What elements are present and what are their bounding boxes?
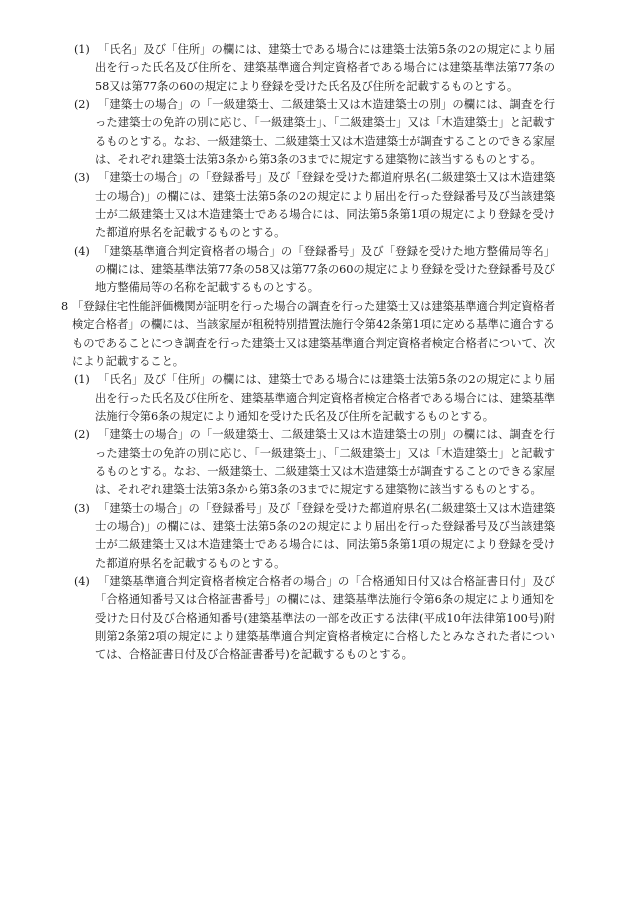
section7-item-2 (74, 96, 555, 169)
section7-item-4 (74, 243, 555, 298)
item-text: 「建築士の場合」の「登録番号」及び「登録を受けた都道府県名(二級建築士又は木造建築士の場合)」の欄には、建築士法第5条の2の規定により届出を行った登録番号及び当該建築士が二級建築士又は木造建築士である場合には、同法第5条第1項の規定により登録を受けた都道府県名を記載するものとする。 (95, 501, 555, 570)
item-text: 「建築士の場合」の「一級建築士、二級建築士又は木造建築士の別」の欄には、調査を行った建築士の免許の別に応じ、「一級建築士」、「二級建築士」又は「木造建築士」と記載するものとする。なお、一級建築士、二級建築士又は木造建築士が調査することのできる家屋は、それぞれ建築士法第3条から第3条の3までに規定する建築物に該当するものとする。 (95, 98, 555, 167)
item-number: (3) (74, 171, 90, 185)
item-number: (4) (74, 574, 90, 588)
item-number: (3) (74, 501, 90, 515)
item-text: 「建築士の場合」の「登録番号」及び「登録を受けた都道府県名(二級建築士又は木造建築士の場合)」の欄には、建築士法第5条の2の規定により届出を行った登録番号及び当該建築士が二級建築士又は木造建築士である場合には、同法第5条第1項の規定により登録を受けた都道府県名を記載するものとする。 (95, 171, 555, 240)
section8-item-1 (74, 371, 555, 426)
item-number: (2) (74, 98, 90, 112)
item-text: 「氏名」及び「住所」の欄には、建築士である場合には建築士法第5条の2の規定により届出を行った氏名及び住所を、建築基準適合判定資格者検定合格者である場合には、建築基準法施行令第6条の規定により通知を受けた氏名及び住所を記載するものとする。 (95, 373, 555, 423)
item-number: (1) (74, 373, 90, 387)
item-text: 「建築基準適合判定資格者検定合格者の場合」の「合格通知日付又は合格証書日付」及び「合格通知番号又は合格証書番号」の欄には、建築基準法施行令第6条の規定により通知を受けた日付及び合格通知番号(建築基準法の一部を改正する法律(平成10年法律第100号)附則第2条第2項の規定により建築基準適合判定資格者検定に合格したとみなされた者については、合格証書日付及び合格証書番号)を記載するものとする。 (95, 574, 555, 662)
item-number: (2) (74, 428, 90, 442)
item-text: 「氏名」及び「住所」の欄には、建築士である場合には建築士法第5条の2の規定により届出を行った氏名及び住所を、建築基準適合判定資格者である場合には建築基準法第77条の58又は第77条の60の規定により登録を受けた氏名及び住所を記載するものとする。 (95, 43, 555, 93)
section7-item-3 (74, 169, 555, 242)
section-number: 8 (61, 299, 69, 313)
item-text: 「建築基準適合判定資格者の場合」の「登録番号」及び「登録を受けた地方整備局等名」の欄には、建築基準法第77条の58又は第77条の60の規定により登録を受けた登録番号及び地方整備局等の名称を記載するものとする。 (95, 244, 555, 295)
section-text: 「登録住宅性能評価機関が証明を行った場合の調査を行った建築士又は建築基準適合判定資格者検定合格者」の欄には、当該家屋が租税特別措置法施行令第42条第1項に定める基準に適合するものであることにつき調査を行った建築士又は建築基準適合判定資格者検定合格者について、次により記載すること。 (72, 299, 555, 368)
section7-item-1 (74, 41, 555, 96)
item-text: 「建築士の場合」の「一級建築士、二級建築士又は木造建築士の別」の欄には、調査を行った建築士の免許の別に応じ、「一級建築士」、「二級建築士」又は「木造建築士」と記載するものとする。なお、一級建築士、二級建築士又は木造建築士が調査することのできる家屋は、それぞれ建築士法第3条から第3条の3までに規定する建築物に該当するものとする。 (95, 428, 555, 497)
section8-item-2 (74, 426, 555, 499)
item-number: (4) (74, 244, 90, 258)
section8-item-4 (74, 573, 555, 665)
section8-heading (61, 298, 555, 371)
section8-item-3 (74, 500, 555, 573)
item-number: (1) (74, 43, 90, 56)
